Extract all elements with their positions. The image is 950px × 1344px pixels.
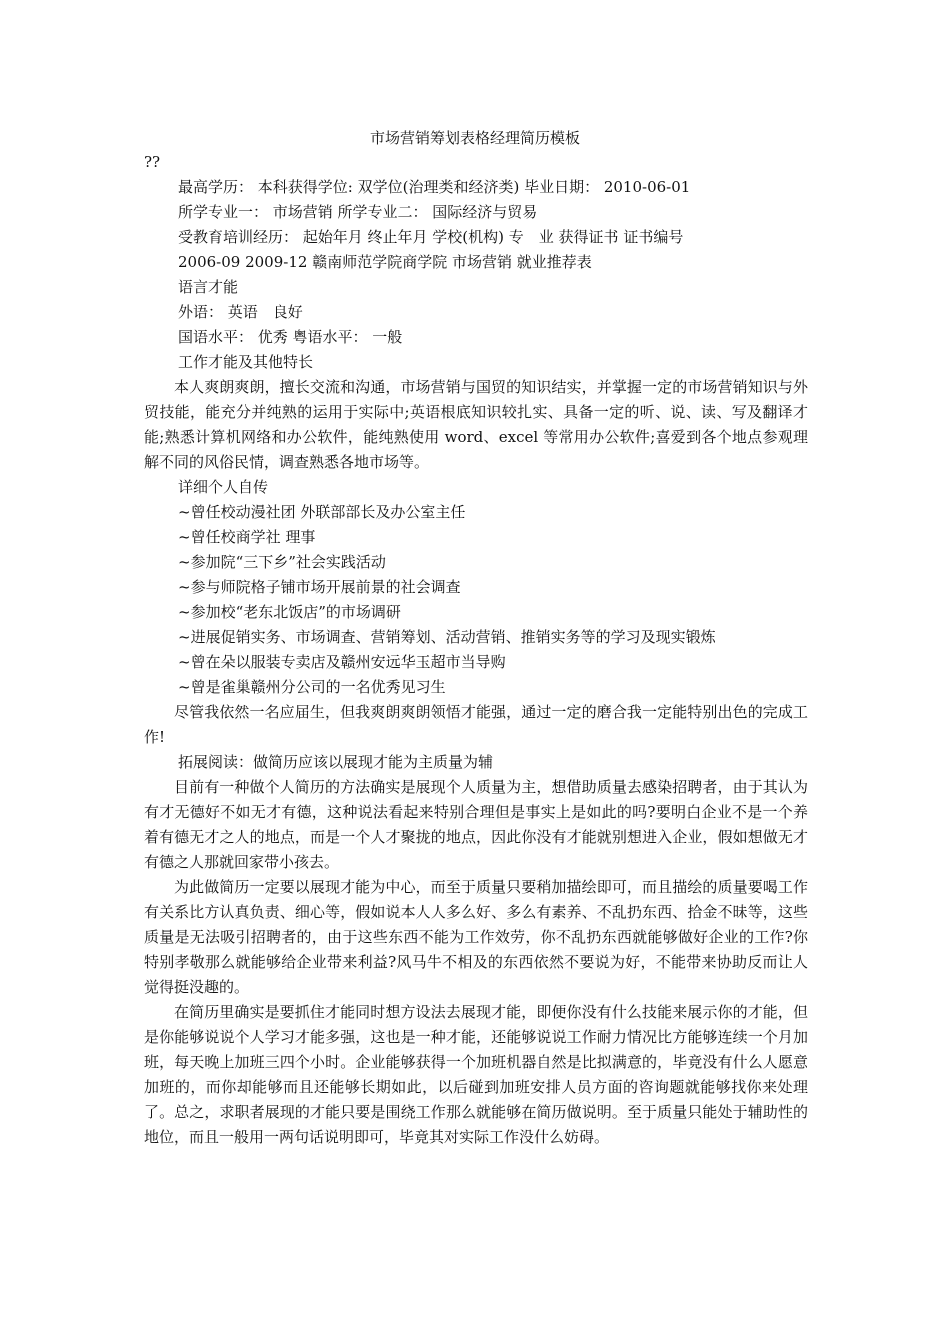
info-foreign-language: 外语： 英语 良好 bbox=[178, 303, 303, 321]
bio-item: ~曾是雀巢赣州分公司的一名优秀见习生 bbox=[178, 678, 446, 696]
bio-item: ~参与师院格子铺市场开展前景的社会调查 bbox=[178, 578, 461, 596]
info-degree: 最高学历： 本科获得学位: 双学位(治理类和经济类) 毕业日期： 2010-06-01 bbox=[178, 178, 691, 196]
bio-item: ~参加校“老东北饭店”的市场调研 bbox=[178, 603, 401, 621]
info-mandarin-cantonese: 国语水平： 优秀 粤语水平： 一般 bbox=[178, 328, 403, 346]
extended-paragraph: 在简历里确实是要抓住才能同时想方设法去展现才能，即便你没有什么技能来展示你的才能，但是你能够说说个人学习才能多强，这也是一种才能，还能够说说工作耐力情况比方能够连续一个月加班，每天晚上加班三四个小时。企业能够获得一个加班机器自然是比拟满意的，毕竟没有什么人愿意加班的，而你却能够而且还能够长期如此，以后碰到加班安排人员方面的咨询题就能够找你来处理了。总之，求职者展现的才能只要是围绕工作那么就能够在简历做说明。至于质量只能处于辅助性的地位，而且一般用一两句话说明即可，毕竟其对实际工作没什么妨碍。 bbox=[144, 1003, 808, 1146]
info-majors: 所学专业一： 市场营销 所学专业二： 国际经济与贸易 bbox=[178, 203, 538, 221]
skills-heading: 工作才能及其他特长 bbox=[178, 353, 314, 371]
bio-item: ~进展促销实务、市场调查、营销筹划、活动营销、推销实务等的学习及现实锻炼 bbox=[178, 628, 716, 646]
marker-text: ?? bbox=[144, 153, 161, 171]
info-education-row: 2006-09 2009-12 赣南师范学院商学院 市场营销 就业推荐表 bbox=[178, 253, 592, 271]
bio-item: ~曾在朵以服装专卖店及赣州安远华玉超市当导购 bbox=[178, 653, 506, 671]
language-heading: 语言才能 bbox=[178, 278, 239, 296]
bio-item: ~曾任校动漫社团 外联部部长及办公室主任 bbox=[178, 503, 466, 521]
extended-paragraph: 为此做简历一定要以展现才能为中心，而至于质量只要稍加描绘即可，而且描绘的质量要喝工作有关系比方认真负责、细心等，假如说本人人多么好、多么有素养、不乱扔东西、拾金不昧等，这些质量是无法吸引招聘者的，由于这些东西不能为工作效劳，你不乱扔东西就能够做好企业的工作?你特别孝敬那么就能够给企业带来利益?风马牛不相及的东西依然不要说为好，不能带来协助反而让人觉得挺没趣的。 bbox=[144, 878, 808, 996]
extended-paragraph: 目前有一种做个人简历的方法确实是展现个人质量为主，想借助质量去感染招聘者，由于其认为有才无德好不如无才有德，这种说法看起来特别合理但是事实上是如此的吗?要明白企业不是一个养着有德无才之人的地点，而是一个人才聚拢的地点，因此你没有才能就别想进入企业，假如想做无才有德之人那就回家带小孩去。 bbox=[144, 778, 808, 871]
bio-item: ~曾任校商学社 理事 bbox=[178, 528, 316, 546]
extended-reading-heading: 拓展阅读：做简历应该以展现才能为主质量为辅 bbox=[178, 753, 494, 771]
bio-item: ~参加院“三下乡”社会实践活动 bbox=[178, 553, 386, 571]
skills-paragraph: 本人爽朗爽朗，擅长交流和沟通，市场营销与国贸的知识结实，并掌握一定的市场营销知识与外贸技能，能充分并纯熟的运用于实际中;英语根底知识较扎实、具备一定的听、说、读、写及翻译才能;熟悉计算机网络和办公软件，能纯熟使用 word、excel 等常用办公软件;喜爱到各个地点参观理解不同的风俗民情，调查熟悉各地市场等。 bbox=[144, 378, 808, 471]
info-education-header: 受教育培训经历： 起始年月 终止年月 学校(机构) 专 业 获得证书 证书编号 bbox=[178, 228, 684, 246]
bio-heading: 详细个人自传 bbox=[178, 478, 269, 496]
document-title: 市场营销筹划表格经理简历模板 bbox=[369, 129, 580, 147]
closing-paragraph: 尽管我依然一名应届生，但我爽朗爽朗领悟才能强，通过一定的磨合我一定能特别出色的完成工作! bbox=[144, 703, 808, 746]
document-body bbox=[144, 175, 808, 1150]
